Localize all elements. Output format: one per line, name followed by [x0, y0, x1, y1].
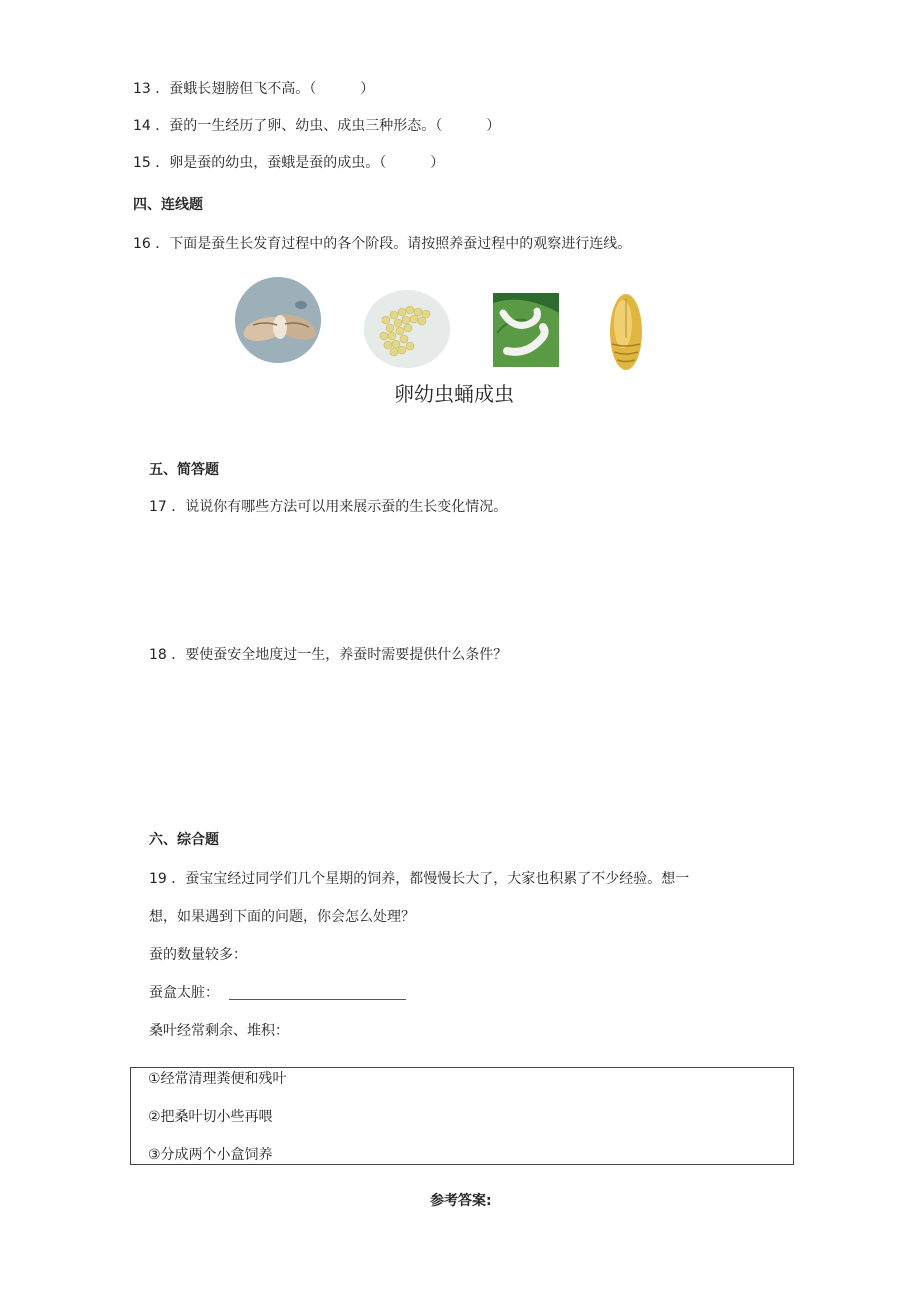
- question-number: 18: [149, 647, 167, 663]
- question-13: [133, 79, 374, 99]
- question-19: [149, 869, 689, 889]
- question-number: 13: [133, 81, 151, 97]
- question-number: 14: [133, 118, 151, 134]
- question-number: 17: [149, 499, 167, 515]
- question-16: [133, 234, 631, 254]
- option-item[interactable]: ②把桑叶切小些再喂: [148, 1109, 273, 1125]
- silkworm-icon: [493, 293, 559, 367]
- question-text: ．说说你有哪些方法可以用来展示蚕的生长变化情况。: [171, 499, 508, 515]
- question-number: 15: [133, 155, 151, 171]
- problem-item: 蚕盒太脏：: [149, 985, 219, 1001]
- eggs-icon: [364, 290, 450, 368]
- options-box: [130, 1067, 794, 1165]
- pupa-icon: [606, 288, 646, 374]
- moth-icon: [235, 277, 321, 363]
- question-text: ．卵是蚕的幼虫，蚕蛾是蚕的成虫。（: [155, 155, 387, 171]
- eggs-image[interactable]: [364, 290, 450, 368]
- option-item[interactable]: ③分成两个小盒饲养: [148, 1147, 273, 1163]
- problem-item: 桑叶经常剩余、堆积：: [149, 1023, 289, 1039]
- paren-close: ）: [486, 118, 501, 134]
- paren-close: ）: [430, 155, 445, 171]
- question-19-continued: 想，如果遇到下面的问题，你会怎么处理？: [149, 909, 415, 925]
- question-text: ．下面是蚕生长发育过程中的各个阶段。请按照养蚕过程中的观察进行连线。: [155, 236, 632, 252]
- answer-line[interactable]: [229, 999, 406, 1000]
- question-number: 19: [149, 871, 167, 887]
- option-item[interactable]: ①经常清理粪便和残叶: [148, 1071, 287, 1087]
- section-heading-matching: 四、连线题: [133, 197, 203, 213]
- paren-close: ）: [360, 81, 375, 97]
- stage-labels: 卵幼虫蛹成虫: [394, 382, 514, 406]
- problem-item: 蚕的数量较多：: [149, 947, 247, 963]
- answer-key-heading: 参考答案:: [430, 1193, 492, 1209]
- question-number: 16: [133, 236, 151, 252]
- question-text: ．蚕的一生经历了卵、幼虫、成虫三种形态。（: [155, 118, 443, 134]
- section-heading-comprehensive: 六、综合题: [149, 832, 219, 848]
- question-text: ．要使蚕安全地度过一生，养蚕时需要提供什么条件？: [171, 647, 508, 663]
- question-18: [149, 645, 507, 665]
- pupa-image[interactable]: [606, 288, 646, 374]
- moth-image[interactable]: [235, 277, 321, 363]
- question-text: ．蚕宝宝经过同学们几个星期的饲养，都慢慢长大了，大家也积累了不少经验。想一: [171, 871, 690, 887]
- question-14: [133, 116, 500, 136]
- question-17: [149, 497, 507, 517]
- question-15: [133, 153, 444, 173]
- question-text: ．蚕蛾长翅膀但飞不高。（: [155, 81, 317, 97]
- section-heading-short-answer: 五、简答题: [149, 462, 219, 478]
- larva-image[interactable]: [493, 293, 559, 367]
